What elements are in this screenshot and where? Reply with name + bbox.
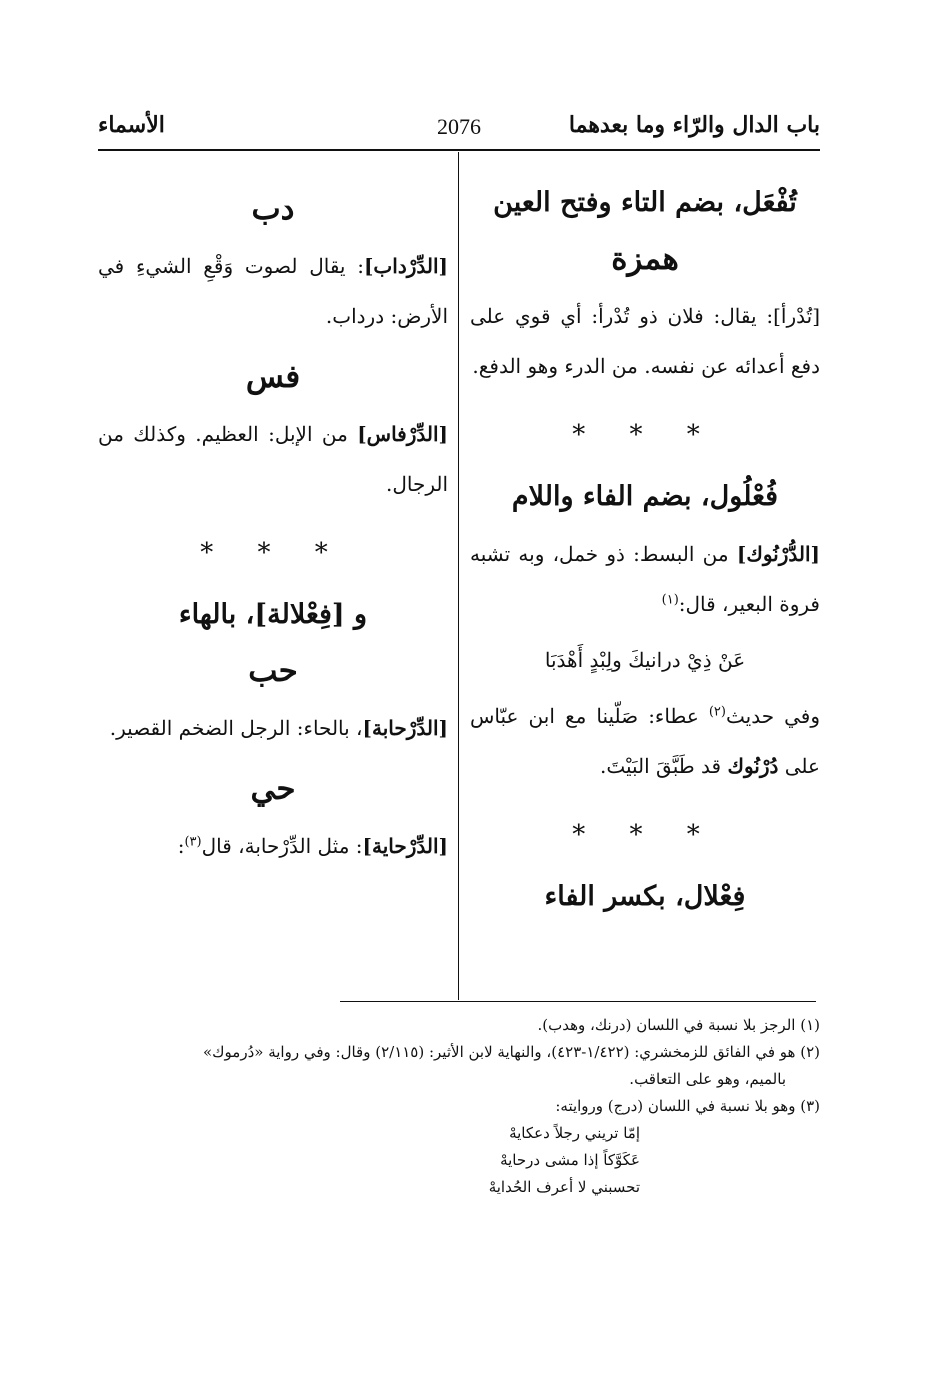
separator-stars: * * * bbox=[572, 420, 718, 450]
entry-text bbox=[98, 703, 448, 753]
page-number: 2076 bbox=[437, 114, 481, 139]
text-span: عطاء: صَلّينا مع ابن عبّاس على bbox=[470, 704, 820, 778]
footnote-ref: (٣) bbox=[184, 834, 202, 850]
footnote: (١) الرجز بلا نسبة في اللسان (درنك، وهدب). bbox=[537, 1016, 820, 1034]
footnote-verse: تحسبني لا أعرف الحُدايهْ bbox=[488, 1178, 640, 1196]
root-heading: دب bbox=[251, 191, 295, 227]
definition: من البسط: ذو خمل، وبه تشبه فروة البعير، قال: bbox=[470, 542, 820, 616]
headword: [الدِّرْحاية] bbox=[362, 834, 448, 858]
headword: [الدِّرْداب] bbox=[363, 254, 448, 278]
text-span: وفي حديث bbox=[725, 704, 820, 728]
entry-text bbox=[470, 691, 820, 791]
definition: ، بالحاء: الرجل الضخم القصير. bbox=[109, 716, 363, 740]
entry-heading: فِعْلال، بكسر الفاء bbox=[544, 881, 746, 912]
text-span: قد طَبَّقَ البَيْتَ. bbox=[599, 754, 722, 778]
right-column bbox=[470, 165, 820, 929]
entry-text bbox=[98, 409, 448, 509]
chapter-title: باب الدال والرّاء وما بعدهما bbox=[568, 112, 820, 138]
footnote-rule bbox=[340, 1001, 816, 1002]
footnote: (٢) هو في الفائق للزمخشري: (١/٤٢٢-٤٢٣)، والنهاية لابن الأثير: (٢/١١٥) وقال: وفي رواية «دُرموك» bbox=[203, 1043, 820, 1061]
entry-text: [تُدْرأ]: يقال: فلان ذو تُدْرأ: أي قوي على دفع أعدائه عن نفسه. من الدرء وهو الدفع. bbox=[470, 304, 820, 378]
left-column bbox=[98, 165, 448, 871]
header-rule bbox=[98, 149, 820, 151]
headword: دُرْنُوك bbox=[727, 754, 779, 778]
entry-heading: فُعْلُول، بضم الفاء واللام bbox=[511, 481, 779, 512]
root-heading: همزة bbox=[611, 241, 679, 277]
footnote-continuation: بالميم، وهو على التعاقب. bbox=[629, 1070, 786, 1088]
verse-line: عَنْ ذِيْ درانيكَ ولِبْدٍ أَهْدَبَا bbox=[544, 648, 746, 672]
footnote-ref: (٢) bbox=[708, 704, 726, 720]
separator-stars: * * * bbox=[572, 820, 718, 850]
footnote-verse: عَكَوَّكاً إذا مشى درحايهْ bbox=[500, 1151, 640, 1169]
entry-text bbox=[470, 529, 820, 629]
section-title: الأسماء bbox=[98, 112, 165, 138]
root-heading: حي bbox=[250, 771, 296, 807]
headword: [الدِّرْفاس] bbox=[357, 422, 448, 446]
footnote-ref: (١) bbox=[661, 592, 679, 608]
root-heading: فس bbox=[245, 359, 301, 395]
column-divider bbox=[458, 152, 459, 1000]
definition: من الإبل: العظيم. وكذلك من الرجال. bbox=[98, 422, 448, 496]
definition: : مثل الدِّرْحابة، قال bbox=[201, 834, 363, 858]
page-header bbox=[98, 108, 820, 146]
text-span: : bbox=[177, 834, 185, 858]
entry-text bbox=[98, 821, 448, 871]
separator-stars: * * * bbox=[200, 538, 346, 568]
root-heading: حب bbox=[248, 653, 298, 689]
footnotes bbox=[98, 1012, 820, 1201]
definition: : يقال لصوت وَقْعِ الشيءِ في الأرض: درداب. bbox=[98, 254, 448, 328]
footnote: (٣) وهو بلا نسبة في اللسان (درج) وروايته: bbox=[555, 1097, 820, 1115]
entry-heading: و [فِعْلالة]، بالهاء bbox=[178, 599, 368, 630]
entry-text bbox=[98, 241, 448, 341]
headword: [الدُّرْنُوك] bbox=[736, 542, 820, 566]
footnote-verse: إمّا تريني رجلاً دعكايهْ bbox=[509, 1124, 640, 1142]
entry-heading: تُفْعَل، بضم التاء وفتح العين bbox=[493, 187, 797, 218]
headword: [الدِّرْحابة] bbox=[362, 716, 448, 740]
